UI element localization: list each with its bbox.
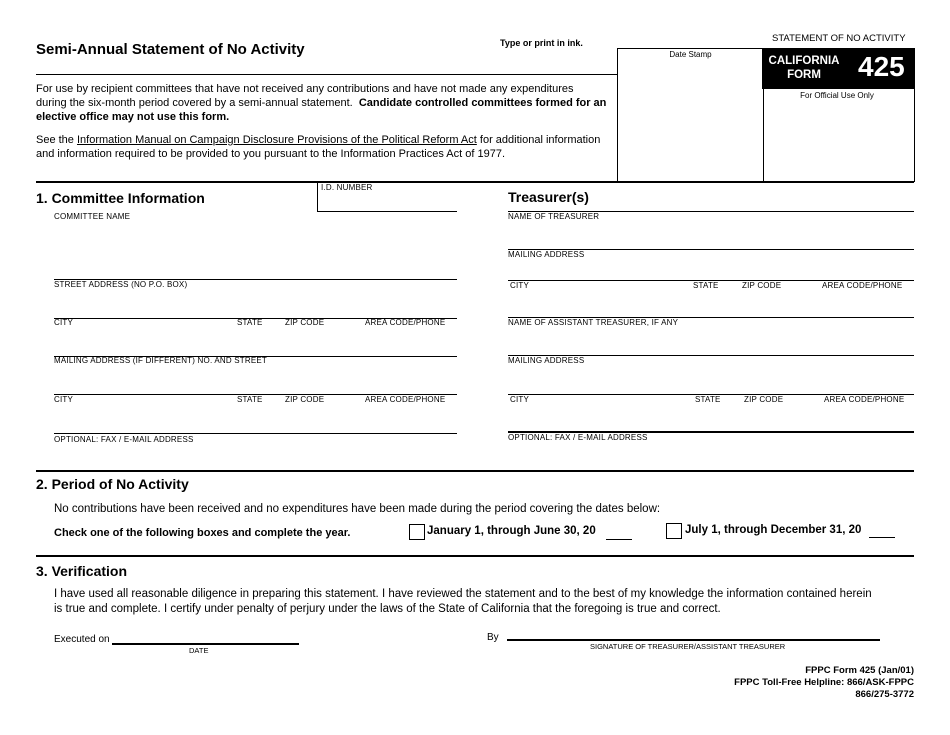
treasurer-optional-field[interactable] xyxy=(508,433,914,463)
section-divider-3 xyxy=(36,555,914,557)
phone-label: AREA CODE/PHONE xyxy=(824,395,905,404)
city-label: CITY xyxy=(54,395,74,404)
date-field[interactable] xyxy=(112,643,299,645)
signature-label: SIGNATURE OF TREASURER/ASSISTANT TREASURER xyxy=(590,642,786,651)
city-label: CITY xyxy=(510,395,530,404)
date-stamp-box xyxy=(617,48,764,182)
committee-optional-field[interactable] xyxy=(54,434,457,464)
verification-line-1: I have used all reasonable diligence in preparing this statement. I have reviewed the statement and to the best of my knowledge the information contained herein xyxy=(54,588,872,600)
jan-june-year-field[interactable] xyxy=(606,539,632,540)
zip-label: ZIP CODE xyxy=(742,281,782,290)
by-label: By xyxy=(487,632,499,643)
treasurer-mailing-field[interactable] xyxy=(508,250,914,281)
date-label: DATE xyxy=(189,646,209,655)
city-label: CITY xyxy=(510,281,530,290)
section-divider-1 xyxy=(36,181,914,183)
manual-link[interactable]: Information Manual on Campaign Disclosure Provisions of the Political Reform Act xyxy=(76,134,477,146)
form-number-banner xyxy=(762,49,914,89)
statement-label: STATEMENT OF NO ACTIVITY xyxy=(772,33,906,44)
intro-warning: Candidate controlled committees formed for an xyxy=(358,97,607,109)
intro-line-1: For use by recipient committees that have not received any contributions and have not made any expenditures xyxy=(36,83,574,95)
verification-line-2: is true and complete. I certify under penalty of perjury under the laws of the State of California that the foregoing is true and correct. xyxy=(54,603,721,615)
section-1-heading: 1. Committee Information xyxy=(36,190,205,206)
intro-paragraph-1 xyxy=(36,82,616,124)
no-activity-statement: No contributions have been received and no expenditures have been made during the period covering the dates below: xyxy=(54,503,661,515)
mailing-address-label: MAILING ADDRESS (IF DIFFERENT) NO. AND STREET xyxy=(54,356,268,365)
phone-label: AREA CODE/PHONE xyxy=(822,281,903,290)
zip-label: ZIP CODE xyxy=(285,318,325,327)
jul-dec-year-field[interactable] xyxy=(869,537,895,538)
type-or-print-note: Type or print in ink. xyxy=(500,38,583,48)
treasurer-mailing-label: MAILING ADDRESS xyxy=(508,250,585,259)
state-label: STATE xyxy=(695,395,721,404)
treasurer-heading: Treasurer(s) xyxy=(508,189,589,205)
optional-label: OPTIONAL: FAX / E-MAIL ADDRESS xyxy=(54,435,194,444)
assistant-mailing-label: MAILING ADDRESS xyxy=(508,356,585,365)
section-3-heading: 3. Verification xyxy=(36,563,128,579)
footer-phone: 866/275-3772 xyxy=(855,689,914,700)
state-label: STATE xyxy=(237,318,263,327)
city-label: CITY xyxy=(54,318,74,327)
page-title: Semi-Annual Statement of No Activity xyxy=(36,41,305,58)
zip-label: ZIP CODE xyxy=(285,395,325,404)
mailing-city-field[interactable] xyxy=(54,395,457,434)
check-instruction: Check one of the following boxes and complete the year. xyxy=(54,527,351,539)
id-number-label: I.D. NUMBER xyxy=(321,183,373,192)
treasurer-city-field[interactable] xyxy=(508,281,914,318)
executed-on-label: Executed on xyxy=(54,634,110,645)
id-number-field[interactable] xyxy=(317,183,457,212)
treasurer-name-label: NAME OF TREASURER xyxy=(508,212,600,221)
assistant-mailing-field[interactable] xyxy=(508,356,914,395)
phone-label: AREA CODE/PHONE xyxy=(365,318,446,327)
phone-label: AREA CODE/PHONE xyxy=(365,395,446,404)
mailing-address-field[interactable] xyxy=(54,356,457,395)
intro-text: during the six-month period covered by a semi-annual statement. xyxy=(36,97,353,109)
jan-june-label: January 1, through June 30, 20 xyxy=(427,525,596,537)
jul-dec-label: July 1, through December 31, 20 xyxy=(685,524,862,536)
intro-see: See the xyxy=(36,134,74,146)
optional-label: OPTIONAL: FAX / E-MAIL ADDRESS xyxy=(508,433,648,442)
footer-helpline: FPPC Toll-Free Helpline: 866/ASK-FPPC xyxy=(734,677,914,688)
assistant-treasurer-field[interactable] xyxy=(508,318,914,356)
treasurer-name-field[interactable] xyxy=(508,212,914,250)
intro-line-2 xyxy=(36,96,616,110)
street-address-label: STREET ADDRESS (NO P.O. BOX) xyxy=(54,280,188,289)
section-2-heading: 2. Period of No Activity xyxy=(36,476,189,492)
intro-warning-cont: elective office may not use this form. xyxy=(36,111,230,123)
header-divider xyxy=(36,74,617,75)
intro-p2-line-2: and information required to be provided to you pursuant to the Information Practices Act of 1977. xyxy=(36,148,506,160)
footer-info xyxy=(734,665,914,701)
assistant-treasurer-label: NAME OF ASSISTANT TREASURER, IF ANY xyxy=(508,318,679,327)
official-use-label: For Official Use Only xyxy=(800,91,874,100)
form-number: 425 xyxy=(858,51,905,82)
intro-rest: for additional information xyxy=(479,134,601,146)
committee-name-label: COMMITTEE NAME xyxy=(54,212,131,221)
committee-name-field[interactable] xyxy=(54,212,457,280)
jan-june-checkbox[interactable] xyxy=(409,524,425,540)
zip-label: ZIP CODE xyxy=(744,395,784,404)
intro-paragraph-2 xyxy=(36,133,616,161)
street-address-field[interactable] xyxy=(54,280,457,319)
signature-field[interactable] xyxy=(507,639,880,641)
form-label: FORM xyxy=(787,69,821,81)
committee-city-field[interactable] xyxy=(54,318,457,357)
official-use-box xyxy=(762,48,915,182)
jul-dec-checkbox[interactable] xyxy=(666,523,682,539)
verification-text xyxy=(54,587,872,617)
section-divider-2 xyxy=(36,470,914,472)
state-label: STATE xyxy=(693,281,719,290)
state-label: STATE xyxy=(237,395,263,404)
date-stamp-label: Date Stamp xyxy=(669,50,712,59)
california-label: CALIFORNIA xyxy=(768,55,840,67)
intro-p2-line-1 xyxy=(36,133,616,147)
assistant-city-field[interactable] xyxy=(508,395,914,433)
footer-form-id: FPPC Form 425 (Jan/01) xyxy=(805,665,914,676)
